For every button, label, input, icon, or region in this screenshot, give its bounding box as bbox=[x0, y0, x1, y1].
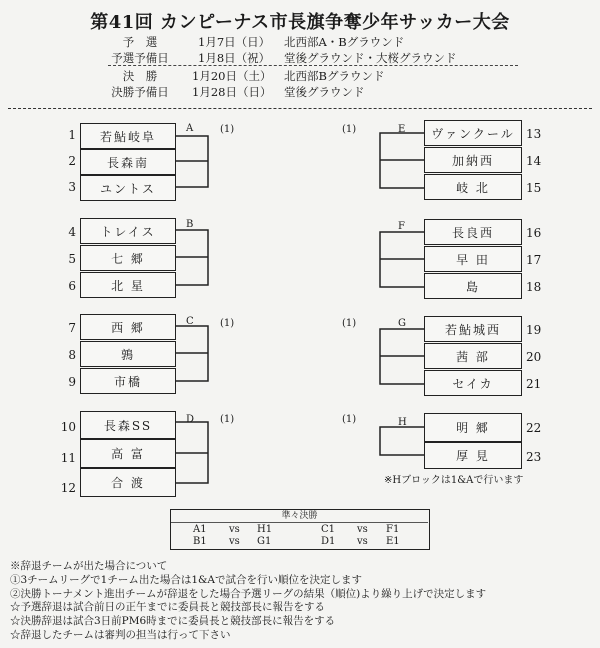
team-box: 岐 北 bbox=[424, 174, 522, 200]
match-vs: vs bbox=[357, 536, 368, 547]
note-line: ①3チームリーグで1チーム出た場合は1&Aで試合を行い順位を決定します bbox=[10, 573, 362, 586]
group-letter: G bbox=[398, 318, 406, 329]
team-box: 明 郷 bbox=[424, 413, 522, 442]
note-line: ※辞退チームが出た場合について bbox=[10, 560, 168, 572]
match-team: D1 bbox=[321, 536, 336, 547]
team-seed: 17 bbox=[526, 253, 542, 267]
team-box: 鶉 bbox=[80, 341, 176, 367]
team-box: ヴァンクール bbox=[424, 120, 522, 146]
note-line: ☆予選辞退は試合前日の正午までに委員長と競技部長に報告をする bbox=[10, 601, 325, 614]
match-vs: vs bbox=[229, 536, 240, 547]
team-box: トレイス bbox=[80, 218, 176, 244]
bracket-h bbox=[380, 427, 425, 455]
match-team: A1 bbox=[193, 524, 207, 535]
group-letter: C bbox=[186, 316, 194, 327]
group-mark: (1) bbox=[220, 124, 235, 135]
group-mark: (1) bbox=[342, 414, 357, 425]
group-mark: (1) bbox=[220, 414, 235, 425]
schedule-venue: 北西部A・Bグラウンド bbox=[284, 35, 405, 49]
schedule-venue: 堂後グラウンド・大桜グラウンド bbox=[284, 51, 457, 65]
group-letter: B bbox=[186, 219, 194, 230]
group-mark: (1) bbox=[342, 124, 357, 135]
team-seed: 3 bbox=[68, 180, 76, 194]
quarterfinal-heading: 準々決勝 bbox=[171, 510, 428, 523]
note-line: ☆辞退したチームは審判の担当は行って下さい bbox=[10, 628, 231, 641]
team-seed: 8 bbox=[68, 348, 76, 362]
group-mark: (1) bbox=[220, 318, 235, 329]
schedule-date: 1月7日（日） bbox=[198, 35, 271, 49]
team-seed: 16 bbox=[526, 226, 542, 240]
schedule-venue: 北西部Bグラウンド bbox=[284, 69, 385, 83]
schedule-date: 1月28日（日） bbox=[192, 85, 272, 99]
team-seed: 22 bbox=[526, 421, 542, 435]
team-box: 長森南 bbox=[80, 149, 176, 175]
schedule-label: 予選予備日 bbox=[111, 51, 169, 65]
team-box: 七 郷 bbox=[80, 245, 176, 271]
team-seed: 23 bbox=[526, 450, 542, 464]
page-title: 第41回 カンピーナス市長旗争奪少年サッカー大会 bbox=[90, 12, 510, 33]
group-letter: E bbox=[398, 124, 406, 135]
group-letter: A bbox=[186, 123, 194, 134]
team-seed: 10 bbox=[60, 420, 76, 434]
team-box: 加納西 bbox=[424, 147, 522, 173]
team-seed: 20 bbox=[526, 350, 542, 364]
team-box: 西 郷 bbox=[80, 314, 176, 340]
team-seed: 1 bbox=[68, 128, 76, 142]
schedule-label: 予 選 bbox=[122, 35, 158, 49]
team-box: 長森SS bbox=[80, 411, 176, 439]
schedule-label: 決 勝 bbox=[122, 69, 158, 83]
quarterfinal-box bbox=[170, 509, 430, 550]
team-seed: 12 bbox=[60, 481, 76, 495]
team-seed: 4 bbox=[68, 225, 76, 239]
match-team: C1 bbox=[321, 524, 336, 535]
match-team: G1 bbox=[257, 536, 272, 547]
team-seed: 9 bbox=[68, 375, 76, 389]
team-box: 早 田 bbox=[424, 246, 522, 272]
team-box: 合 渡 bbox=[80, 468, 176, 497]
note-line: ②決勝トーナメント進出チームが辞退をした場合予選リーグの結果（順位)より繰り上げで決定します bbox=[10, 587, 487, 600]
team-box: 高 富 bbox=[80, 439, 176, 468]
match-team: H1 bbox=[257, 524, 273, 535]
match-team: B1 bbox=[193, 536, 207, 547]
group-mark: (1) bbox=[342, 318, 357, 329]
match-vs: vs bbox=[357, 524, 368, 535]
team-seed: 19 bbox=[526, 323, 542, 337]
team-box: 島 bbox=[424, 273, 522, 299]
team-box: ユントス bbox=[80, 175, 176, 201]
team-box: 若鮎岐阜 bbox=[80, 123, 176, 149]
team-seed: 5 bbox=[68, 252, 76, 266]
team-box: 北 星 bbox=[80, 272, 176, 298]
team-box: 厚 見 bbox=[424, 442, 522, 469]
team-seed: 18 bbox=[526, 280, 542, 294]
team-seed: 6 bbox=[68, 279, 76, 293]
note-line: ☆決勝辞退は試合3日前PM6時までに委員長と競技部長に報告をする bbox=[10, 615, 336, 628]
team-box: セイカ bbox=[424, 370, 522, 396]
team-seed: 7 bbox=[68, 321, 76, 335]
team-seed: 13 bbox=[526, 127, 542, 141]
group-letter: D bbox=[186, 414, 195, 425]
team-box: 茜 部 bbox=[424, 343, 522, 369]
team-box: 長良西 bbox=[424, 219, 522, 245]
schedule-date: 1月20日（土） bbox=[192, 69, 272, 83]
h-block-note: ※Hブロックは1&Aで行います bbox=[384, 475, 524, 486]
schedule-date: 1月8日（祝） bbox=[198, 51, 271, 65]
match-team: F1 bbox=[386, 524, 400, 535]
match-vs: vs bbox=[229, 524, 240, 535]
match-team: E1 bbox=[386, 536, 400, 547]
team-seed: 14 bbox=[526, 154, 542, 168]
schedule-venue: 堂後グラウンド bbox=[284, 85, 365, 99]
team-box: 若鮎城西 bbox=[424, 316, 522, 342]
team-seed: 11 bbox=[60, 451, 76, 465]
team-box: 市橋 bbox=[80, 368, 176, 394]
team-seed: 21 bbox=[526, 377, 542, 391]
group-letter: F bbox=[398, 221, 405, 232]
team-seed: 15 bbox=[526, 181, 542, 195]
schedule-label: 決勝予備日 bbox=[111, 85, 169, 99]
team-seed: 2 bbox=[68, 154, 76, 168]
notes bbox=[10, 560, 595, 643]
group-letter: H bbox=[398, 417, 407, 428]
